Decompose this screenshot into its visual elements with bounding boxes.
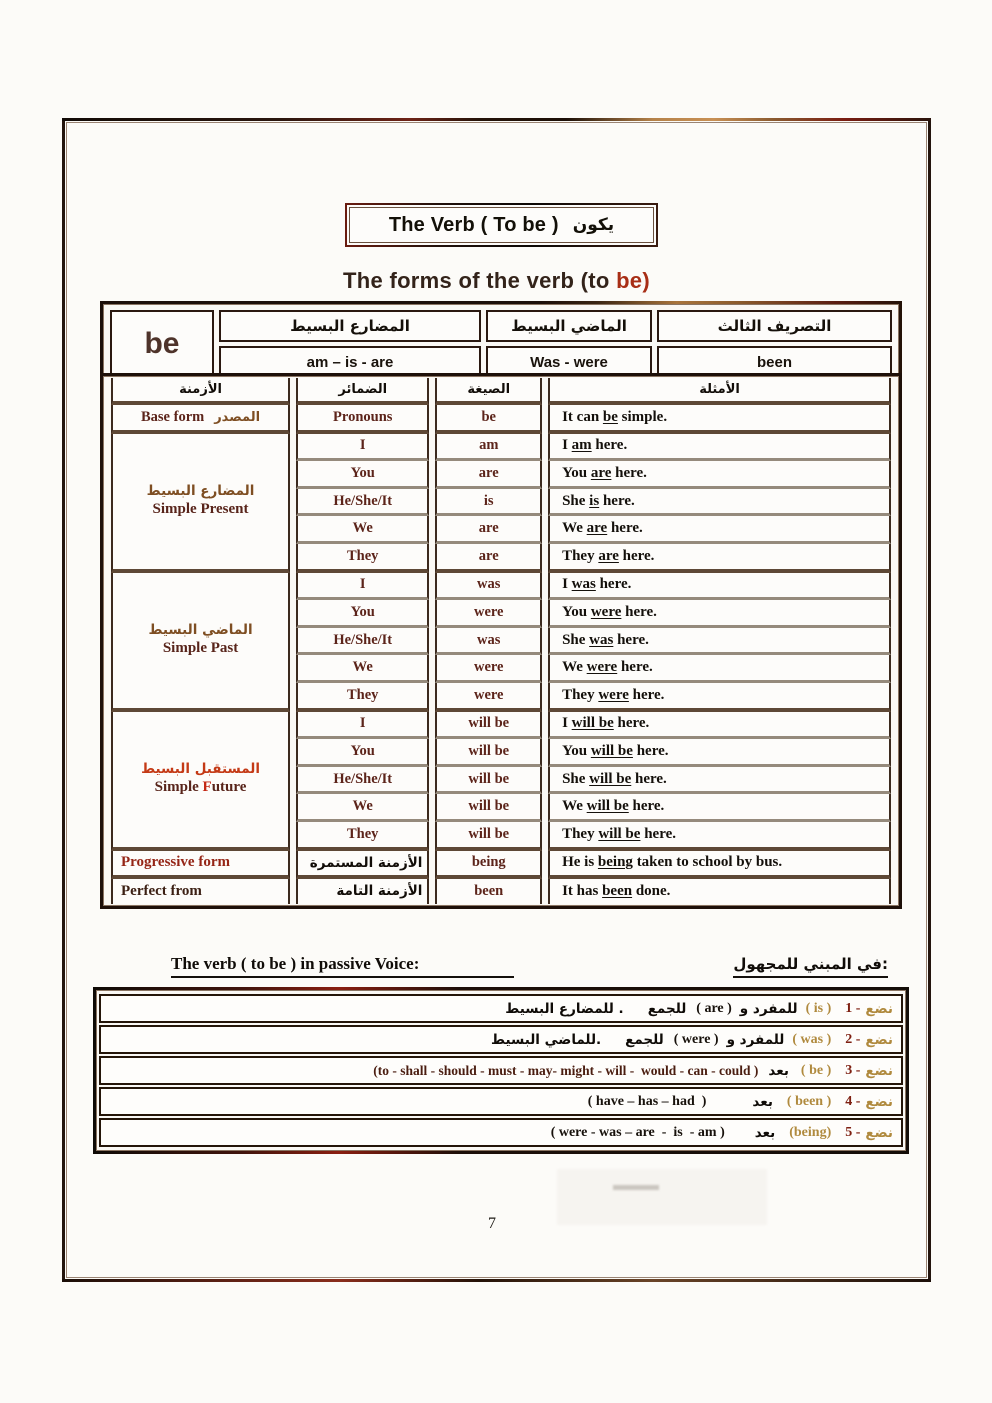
passive-rule-row [99,1056,903,1085]
form-cell: being [435,851,542,880]
example-cell [548,600,891,628]
tense-label-arabic: الماضي البسيط [148,622,253,639]
rule-segment: ( are ) [696,1000,732,1016]
example-cell [548,489,891,517]
example-pre: They [562,825,599,842]
rule-segment: 3 - [845,1062,861,1078]
scan-artifact [557,1169,767,1225]
title-box [345,203,658,247]
tense-label-arabic: المستقبل البسيط [141,761,260,778]
example-pre: You [562,603,591,620]
rule-segment: بعد [754,1124,776,1141]
table-header-row [111,378,891,405]
pronoun-cell: I [296,573,429,601]
page-border-frame [62,118,931,1282]
table-row [110,310,892,342]
example-underlined: are [590,464,612,481]
example-underlined: were [590,603,622,620]
form-cell: been [435,879,542,904]
scan-artifact-mark [613,1185,659,1190]
example-underlined: will be [590,742,633,759]
example-post: here. [628,798,665,815]
table-row [111,851,891,880]
example-underlined: will be [571,715,614,732]
tense-label-english [117,500,284,520]
base-form-cell [111,405,290,434]
form-cell: are [435,516,542,544]
form-cell: will be [435,822,542,851]
tense-cell [111,712,290,851]
example-cell [548,655,891,683]
pronoun-cell: You [296,739,429,767]
example-post: here. [628,686,665,703]
rule-segment: للمفرد و [739,1000,798,1017]
example-cell [548,851,891,880]
example-cell [548,879,891,904]
form-cell: is [435,489,542,517]
rule-segment: بعد [768,1062,789,1079]
examples-header: الأمثلة [548,378,891,405]
table-row [111,879,891,904]
pronoun-cell: You [296,600,429,628]
page-number: 7 [488,1215,496,1232]
table-row [111,712,891,740]
example-post: here. [611,464,647,481]
form-cell: am [435,434,542,462]
example-underlined: was [589,631,614,648]
example-pre: I [562,437,572,454]
pronoun-cell: We [296,516,429,544]
verb-conjugation-table [100,373,902,909]
example-pre: They [562,547,599,564]
example-post: here. [591,437,628,454]
rule-segment: ( was ) [792,1031,832,1047]
example-pre: We [562,659,587,676]
pronoun-cell: He/She/It [296,628,429,656]
example-cell [548,683,891,712]
form-cell: are [435,544,542,573]
tense-label-part: F [202,779,212,796]
form-cell: was [435,628,542,656]
pronouns-header: الضمائر [296,378,429,405]
rule-segment: نضع [865,1000,893,1017]
example-post: here. [632,742,669,759]
third-form-header-cell: التصريف الثالث [657,310,892,342]
subtitle-accent: be) [616,268,650,293]
pronoun-cell: He/She/It [296,767,429,795]
tense-cell [111,573,290,712]
rule-segment: ( have – has – had ) [587,1093,707,1109]
past-header-cell: الماضي البسيط [486,310,652,342]
rule-segment: للمفرد و [726,1031,785,1048]
tenses-header: الأزمنة [111,378,290,405]
tense-label-english [117,778,284,798]
rule-segment: ( were ) [673,1031,719,1047]
page-title: The Verb ( To be ) [388,213,559,236]
rule-segment: نضع [865,1062,893,1079]
pronoun-cell: They [296,544,429,573]
example-post: here. [640,825,676,842]
example-post: done. [632,882,671,899]
rule-segment: للجمع [625,1031,664,1048]
example-pre: He is [562,854,598,871]
form-cell: be [435,405,542,434]
example-post: here. [617,659,653,676]
example-underlined: were [586,659,618,676]
third-form-cell: been [657,346,892,378]
tense-cell [111,434,290,573]
present-forms-cell: am – is - are [219,346,481,378]
pronoun-cell: I [296,434,429,462]
rule-segment: نضع [865,1031,893,1048]
rule-segment: (being) [789,1124,832,1140]
example-cell [548,434,891,462]
rule-segment: للمضارع البسيط . [505,1000,624,1017]
pronoun-cell: They [296,683,429,712]
rule-segment: ( were - was – are - is - am ) [550,1124,725,1140]
passive-heading-arabic: في المبني للمجهول: [733,955,888,978]
example-cell [548,767,891,795]
form-cell: will be [435,767,542,795]
rule-segment: ( is ) [805,1000,832,1016]
example-cell [548,822,891,851]
example-pre: She [562,492,590,509]
passive-rule-row [99,1025,903,1054]
pronoun-cell: I [296,712,429,740]
form-header: الصيغة [435,378,542,405]
pronoun-cell: We [296,655,429,683]
rule-segment: 5 - [845,1124,861,1140]
form-cell: were [435,655,542,683]
be-cell: be [110,310,214,378]
example-underlined: were [598,686,629,703]
subtitle-main: The forms of the verb (to [343,268,617,293]
example-pre: She [562,770,590,787]
form-cell: are [435,461,542,489]
example-cell [548,628,891,656]
pronoun-cell: They [296,822,429,851]
tense-label-part: uture [211,779,247,796]
passive-heading-english: The verb ( to be ) in passive Voice: [171,954,514,978]
example-underlined: will be [586,798,629,815]
example-post: here. [613,631,649,648]
base-form-label: Base form [140,409,205,426]
example-pre: They [562,686,599,703]
pronoun-cell: We [296,794,429,822]
tense-label-arabic: المضارع البسيط [146,483,255,500]
rule-segment: ( be ) [800,1062,832,1078]
example-cell [548,739,891,767]
form-cell: will be [435,794,542,822]
rule-segment: (to - shall - should - must - may- might - will - would - can - could ) [373,1062,759,1078]
page-title-arabic: يكون [572,215,615,235]
form-cell: were [435,683,542,712]
pronoun-cell: You [296,461,429,489]
tense-label-part: Simple Past [162,640,239,657]
example-pre: She [562,631,590,648]
example-cell [548,794,891,822]
example-post: here. [595,576,632,593]
rule-segment: للجمع [647,1000,687,1017]
example-underlined: being [597,854,633,871]
example-post: taken to school by bus. [632,854,783,871]
example-post: here. [631,770,667,787]
passive-voice-heading [65,954,928,978]
example-post: here. [599,492,635,509]
tense-label-part: Simple Present [152,501,249,518]
present-header-cell: المضارع البسيط [219,310,481,342]
example-post: here. [618,547,655,564]
example-post: here. [621,603,657,620]
passive-voice-rules-table [93,987,909,1154]
example-pre: You [562,464,591,481]
example-cell [548,544,891,573]
subtitle [65,268,928,294]
passive-rule-row [99,1118,903,1147]
rule-segment: نضع [865,1093,893,1110]
tense-label-cell: Perfect from [111,879,290,904]
form-cell: will be [435,739,542,767]
rule-segment: بعد [752,1093,773,1110]
pronoun-cell: He/She/It [296,489,429,517]
example-cell [548,573,891,601]
arabic-label-cell: الأزمنة التامة [296,879,429,904]
example-underlined: am [571,437,592,454]
arabic-label-cell: الأزمنة المستمرة [296,851,429,880]
example-pre: It has [562,882,603,899]
rule-segment: 1 - [845,1000,861,1016]
rule-segment: للماضي البسيط. [491,1031,602,1048]
form-cell: was [435,573,542,601]
example-underlined: are [598,547,619,564]
rule-segment: 2 - [845,1031,861,1047]
passive-rule-row [99,994,903,1023]
example-underlined: are [586,520,608,537]
frame-bottom-accent [62,1279,931,1282]
example-post: here. [613,715,650,732]
example-cell: It can be simple. [548,405,891,434]
tense-label-english [117,639,284,659]
example-pre: I [562,576,572,593]
table-row [111,434,891,462]
base-form-label-arabic: المصدر [214,410,261,426]
example-post: here. [607,520,643,537]
example-underlined: will be [589,770,632,787]
example-underlined: was [571,576,596,593]
form-cell: will be [435,712,542,740]
passive-rule-row [99,1087,903,1116]
tense-label-part: Simple [154,779,203,796]
rule-segment: نضع [865,1124,893,1141]
example-pre: You [562,742,591,759]
example-pre: I [562,715,572,732]
frame-top-accent [62,118,931,121]
example-cell [548,461,891,489]
example-pre: We [562,520,587,537]
example-underlined: will be [598,825,641,842]
past-forms-cell: Was - were [486,346,652,378]
tense-label-cell: Progressive form [111,851,290,880]
example-cell [548,516,891,544]
pronoun-cell: Pronouns [296,405,429,434]
base-form-row [111,405,891,434]
rule-segment: ( been ) [786,1093,832,1109]
table-row [111,573,891,601]
form-cell: were [435,600,542,628]
example-cell [548,712,891,740]
example-underlined: been [602,882,633,899]
rule-segment: 4 - [845,1093,861,1109]
example-pre: We [562,798,587,815]
example-underlined: is [589,492,600,509]
